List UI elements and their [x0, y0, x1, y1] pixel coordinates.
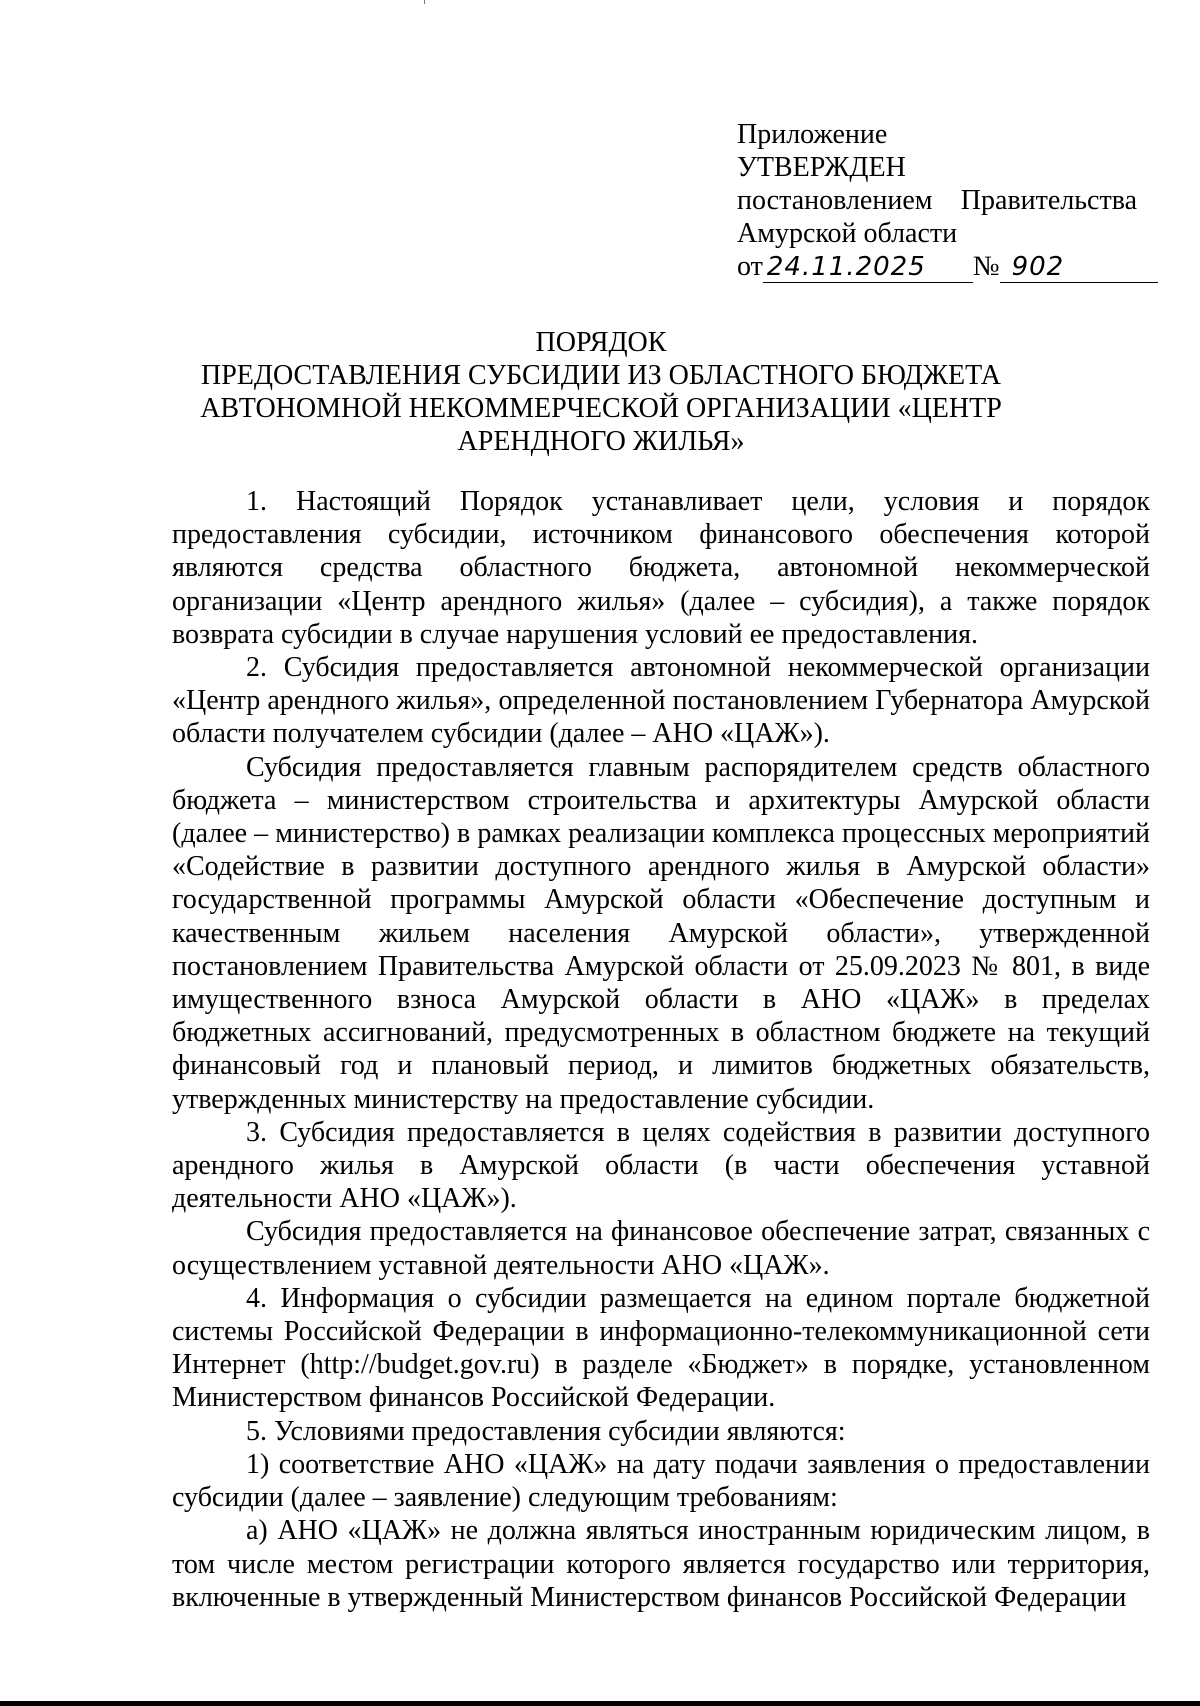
- scan-bottom-edge: [0, 1701, 1200, 1706]
- document-title: [172, 326, 1030, 458]
- title-line-3: АВТОНОМНОЙ НЕКОММЕРЧЕСКОЙ ОРГАНИЗАЦИИ «ЦЕНТР: [200, 393, 1002, 424]
- title-line-2: ПРЕДОСТАВЛЕНИЯ СУБСИДИИ ИЗ ОБЛАСТНОГО БЮДЖЕТА: [200, 360, 1001, 391]
- approval-appendix: Приложение: [737, 119, 888, 150]
- date-prefix: от: [737, 251, 763, 282]
- number-prefix: №: [972, 251, 1000, 282]
- approval-resolution: постановлением: [737, 185, 933, 216]
- paragraph-2-subsidy-provider: Субсидия предоставляется главным распорядителем средств областного бюджета – министерством строительства и архитектуры Амурской области (далее – министерство) в рамках реализации комплекса процессных мероприятий «Содействие в развитии доступного арендного жилья в Амурской области» государственной программы Амурской области «Обеспечение доступным и качественным жильем населения Амурской области», утвержденной постановлением Правительства Амурской области от 25.09.2023 № 801, в виде имущественного взноса Амурской области в АНО «ЦАЖ» в пределах бюджетных ассигнований, предусмотренных в областном бюджете на текущий финансовый год и плановый период, и лимитов бюджетных обязательств, утвержденных министерству на предоставление субсидии.: [172, 751, 1150, 1115]
- paragraph-5: 5. Условиями предоставления субсидии являются:: [246, 1415, 846, 1447]
- paragraph-2: 2. Субсидия предоставляется автономной некоммерческой организации «Центр арендного жилья», определенной постановлением Губернатора Амурской области получателем субсидии (далее – АНО «ЦАЖ»).: [172, 652, 1150, 750]
- handwritten-date: [763, 252, 973, 283]
- paragraph-3-purpose: Субсидия предоставляется на финансовое обеспечение затрат, связанных с осуществлением уставной деятельности АНО «ЦАЖ».: [172, 1216, 1150, 1281]
- approval-region: Амурской области: [737, 218, 958, 249]
- paragraph-4: 4. Информация о субсидии размещается на едином портале бюджетной системы Российской Федерации в информационно-телекоммуникационной сети Интернет (http://budget.gov.ru) в разделе «Бюджет» в порядке, установленном Министерством финансов Российской Федерации.: [172, 1282, 1150, 1414]
- document-body: [172, 485, 1150, 1614]
- paragraph-5-item-1a: а) АНО «ЦАЖ» не должна являться иностранным юридическим лицом, в том числе местом регистрации которого является государство или территория, включенные в утвержденный Министерством финансов Российской Федерации: [172, 1515, 1150, 1613]
- approval-block: [737, 118, 1137, 283]
- paragraph-1: 1. Настоящий Порядок устанавливает цели, условия и порядок предоставления субсидии, источником финансового обеспечения которой являются средства областного бюджета, автономной некоммерческой организации «Центр арендного жилья» (далее – субсидия), а также порядок возврата субсидии в случае нарушения условий ее предоставления.: [172, 486, 1150, 650]
- scan-artifact: [424, 0, 425, 4]
- handwritten-number: [1000, 252, 1158, 283]
- number-value: 902: [1011, 252, 1065, 282]
- paragraph-3: 3. Субсидия предоставляется в целях содействия в развитии доступного арендного жилья в Амурской области (в части обеспечения уставной деятельности АНО «ЦАЖ»).: [172, 1116, 1150, 1215]
- approval-approved: УТВЕРЖДЕН: [737, 152, 906, 183]
- approval-government: Правительства: [960, 185, 1137, 216]
- title-line-1: ПОРЯДОК: [535, 327, 667, 358]
- date-value: 24.11.2025: [766, 252, 926, 282]
- title-line-4: АРЕНДНОГО ЖИЛЬЯ»: [457, 426, 745, 457]
- approval-date-number-line: [737, 250, 1137, 283]
- paragraph-5-item-1: 1) соответствие АНО «ЦАЖ» на дату подачи заявления о предоставлении субсидии (далее – заявление) следующим требованиям:: [172, 1448, 1150, 1514]
- approval-resolution-line: [737, 184, 1137, 217]
